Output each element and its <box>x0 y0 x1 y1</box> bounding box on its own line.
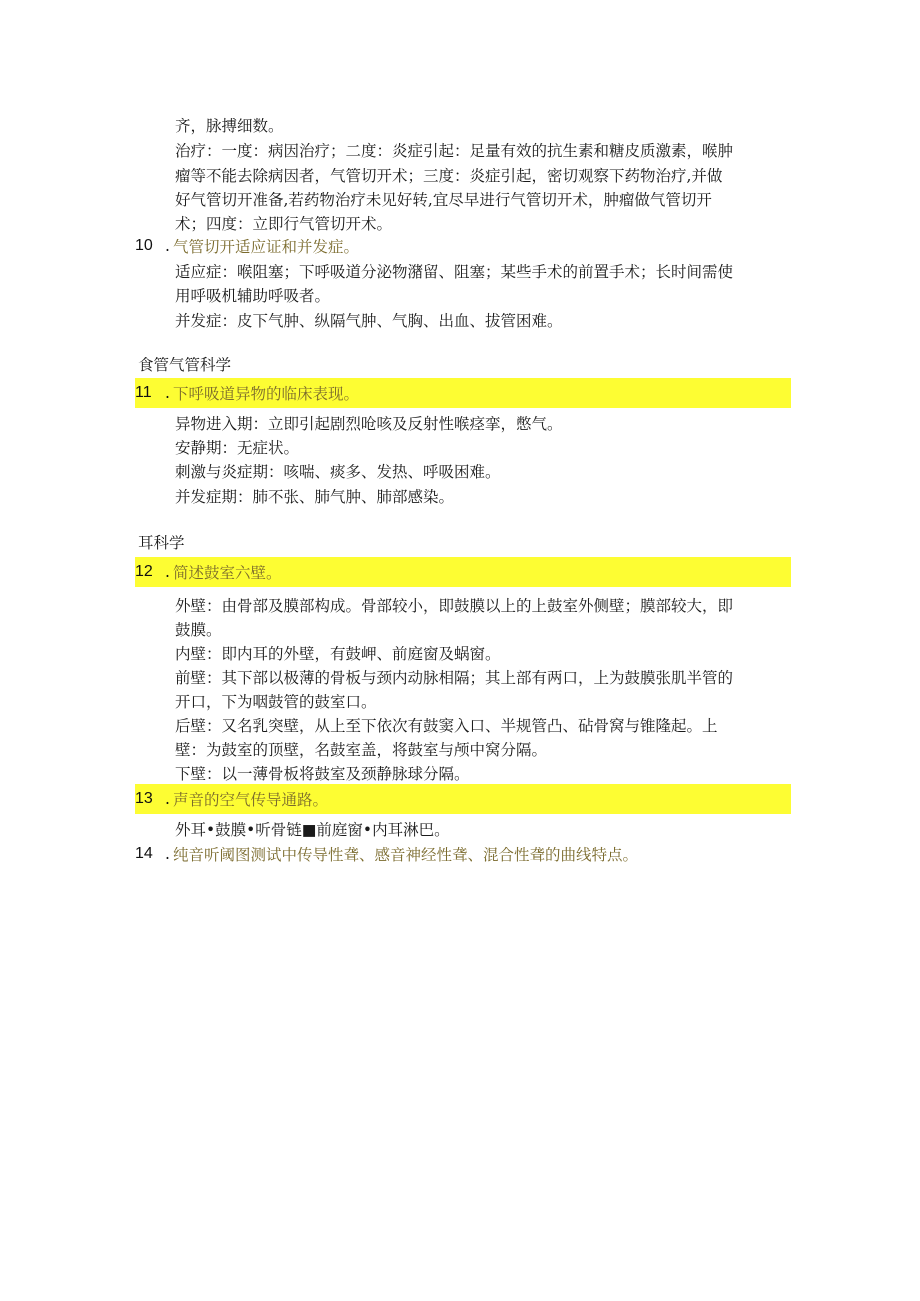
answer-line: 并发症：皮下气肿、纵隔气肿、气胸、出血、拔管困难。 <box>175 312 563 330</box>
section-heading: 食管气管科学 <box>138 356 232 374</box>
answer-line: 用呼吸机辅助呼吸者。 <box>175 287 331 305</box>
answer-line: 开口，下为咽鼓管的鼓室口。 <box>175 693 377 711</box>
question-title: 下呼吸道异物的临床表现。 <box>173 385 360 403</box>
question-title: 简述鼓室六壁。 <box>173 564 282 582</box>
answer-line: 外耳•鼓膜•听骨链■前庭窗•内耳淋巴。 <box>175 821 450 839</box>
intro-line: 齐，脉搏细数。 <box>175 117 284 135</box>
question-number: 12 <box>135 563 153 580</box>
question-number: 13 <box>135 790 153 807</box>
question-title: 声音的空气传导通路。 <box>173 791 329 809</box>
intro-line: 治疗：一度：病因治疗；二度：炎症引起：足量有效的抗生素和糖皮质激素，喉肿 <box>175 142 734 160</box>
question-number: 10 <box>135 237 153 254</box>
intro-line: 瘤等不能去除病因者，气管切开术；三度：炎症引起，密切观察下药物治疗,并做 <box>175 167 723 185</box>
question-number: 14 <box>135 845 153 862</box>
question-dot: . <box>165 790 170 808</box>
answer-line: 异物进入期：立即引起剧烈呛咳及反射性喉痉挛，憋气。 <box>175 415 563 433</box>
question-14 <box>135 839 791 869</box>
question-12 <box>135 557 791 587</box>
answer-line: 外壁：由骨部及膜部构成。骨部较小，即鼓膜以上的上鼓室外侧壁；膜部较大，即 <box>175 597 734 615</box>
question-dot: . <box>165 563 170 581</box>
answer-line: 鼓膜。 <box>175 621 222 639</box>
question-number: 11 <box>135 384 152 401</box>
answer-line: 下壁：以一薄骨板将鼓室及颈静脉球分隔。 <box>175 765 470 783</box>
answer-line: 壁：为鼓室的顶壁，名鼓室盖，将鼓室与颅中窝分隔。 <box>175 741 548 759</box>
question-13 <box>135 784 791 814</box>
answer-line: 内壁：即内耳的外壁，有鼓岬、前庭窗及蜗窗。 <box>175 645 501 663</box>
answer-line: 适应症：喉阻塞；下呼吸道分泌物潴留、阻塞；某些手术的前置手术；长时间需使 <box>175 263 734 281</box>
answer-line: 后壁：又名乳突壁，从上至下依次有鼓窦入口、半规管凸、砧骨窝与锥隆起。上 <box>175 717 718 735</box>
section-heading: 耳科学 <box>138 534 185 552</box>
question-title: 气管切开适应证和并发症。 <box>173 238 360 256</box>
question-11 <box>135 378 791 408</box>
answer-line: 刺激与炎症期：咳喘、痰多、发热、呼吸困难。 <box>175 463 501 481</box>
question-10 <box>135 231 791 261</box>
question-dot: . <box>165 237 170 255</box>
answer-line: 并发症期：肺不张、肺气肿、肺部感染。 <box>175 488 455 506</box>
question-dot: . <box>165 845 170 863</box>
intro-line: 术；四度：立即行气管切开术。 <box>175 215 393 233</box>
question-dot: . <box>165 384 170 402</box>
intro-line: 好气管切开准备,若药物治疗未见好转,宜尽早进行气管切开术，肿瘤做气管切开 <box>175 191 712 209</box>
answer-line: 安静期：无症状。 <box>175 439 300 457</box>
question-title: 纯音听阈图测试中传导性聋、感音神经性聋、混合性聋的曲线特点。 <box>173 846 639 864</box>
answer-line: 前壁：其下部以极薄的骨板与颈内动脉相隔；其上部有两口，上为鼓膜张肌半管的 <box>175 669 734 687</box>
